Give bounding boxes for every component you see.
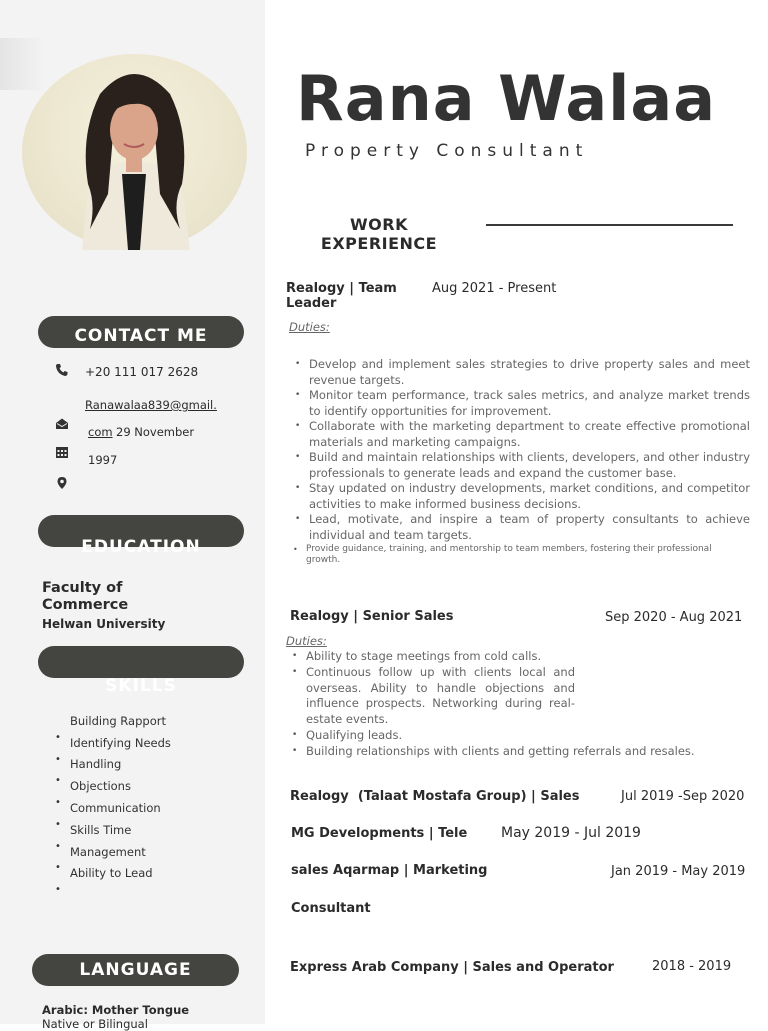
profile-photo [22,54,247,250]
birth-date-line-2: 1997 [88,453,118,467]
email-line-1[interactable]: Ranawalaa839@gmail. [85,398,217,412]
location-pin-icon [55,476,69,490]
education-school: Helwan University [42,617,166,631]
work-experience-heading [318,215,440,253]
skill-item: Handling [70,757,122,771]
duties-label: Duties: [286,634,327,648]
language-level: Native or Bilingual [42,1017,148,1031]
birth-date-line-1: 29 November [116,425,195,439]
job-date: Jul 2019 -Sep 2020 [621,789,745,804]
skill-item: Communication [70,801,161,815]
work-heading-line-1: WORK [350,215,408,234]
job-title: MG Developments | Tele [291,826,468,841]
skill-item: Management [70,845,146,859]
skill-item: Skills Time [70,823,132,837]
job-title-continued: Consultant [291,901,371,916]
job-title-line-2: Leader [286,296,337,311]
skill-bullet: • [55,884,61,895]
duty-item: • Collaborate with the marketing department to create effective promotional materials and marketing campaigns. [309,419,750,450]
job-title-line-1: Realogy | Team [286,281,397,296]
duty-item: • Building relationships with clients and getting referrals and resales. [306,744,751,760]
duty-item: • Develop and implement sales strategies to drive property sales and meet revenue targets. [309,357,750,388]
skill-bullet: • [55,862,61,873]
duty-item: • Monitor team performance, track sales metrics, and analyze market trends to identify opportunities for improvement. [309,388,750,419]
skill-bullet: • [55,819,61,830]
work-heading-line-2: EXPERIENCE [320,234,438,253]
calendar-icon [55,445,69,459]
job-title: sales Aqarmap | Marketing [291,863,488,878]
candidate-role: Property Consultant [305,141,589,161]
phone-number: +20 111 017 2628 [85,365,199,379]
skill-bullet: • [55,754,61,765]
duty-item: • Lead, motivate, and inspire a team of property consultants to achieve individual and team targets. [309,512,750,543]
skill-bullet: • [55,775,61,786]
skill-item: Objections [70,779,131,793]
duty-item: • Stay updated on industry developments, market conditions, and competitor activities to make informed business decisions. [309,481,750,512]
duties-label: Duties: [289,320,330,334]
email-icon [55,417,69,431]
duty-item-small: • Provide guidance, training, and mentorship to team members, fostering their professional growth. [306,544,748,566]
education-heading: EDUCATION [38,515,244,547]
language-native: Arabic: Mother Tongue [42,1003,190,1017]
job-title: Realogy (Talaat Mostafa Group) | Sales [290,789,580,804]
job-date: Aug 2021 - Present [432,281,557,296]
skill-item: Ability to Lead [70,866,153,880]
skill-bullet: • [55,732,61,743]
job-title [286,281,397,311]
education-degree [42,580,128,614]
skill-item: Building Rapport [70,714,166,728]
skill-bullet: • [55,797,61,808]
job-date: Jan 2019 - May 2019 [611,864,746,879]
skills-heading [38,646,244,678]
duty-item: • Qualifying leads. [306,728,575,744]
duty-item: • Build and maintain relationships with clients, developers, and other industry professionals to generate leads and expand the customer base. [309,450,750,481]
job-date: Sep 2020 - Aug 2021 [605,610,743,625]
job-date: May 2019 - Jul 2019 [501,825,641,841]
language-heading: LANGUAGE [32,954,239,986]
duty-item: • Ability to stage meetings from cold calls. [306,649,575,665]
job-date: 2018 - 2019 [652,959,732,974]
portrait-illustration [22,54,247,250]
contact-heading: CONTACT ME [38,316,244,348]
duty-item: • Continuous follow up with clients local and overseas. Ability to handle objections and influence prospects. Networking during real-estate events. [306,665,575,727]
section-divider [486,224,733,226]
job-title: Realogy | Senior Sales [290,609,454,624]
candidate-name: Rana Walaa [296,62,717,135]
email-line-2[interactable]: com [88,425,113,439]
skill-item: Identifying Needs [70,736,171,750]
degree-line-2: Commerce [42,597,129,613]
degree-line-1: Faculty of [42,580,123,596]
phone-icon [55,363,69,377]
skill-bullet: • [55,841,61,852]
job-title: Express Arab Company | Sales and Operator [290,960,614,975]
